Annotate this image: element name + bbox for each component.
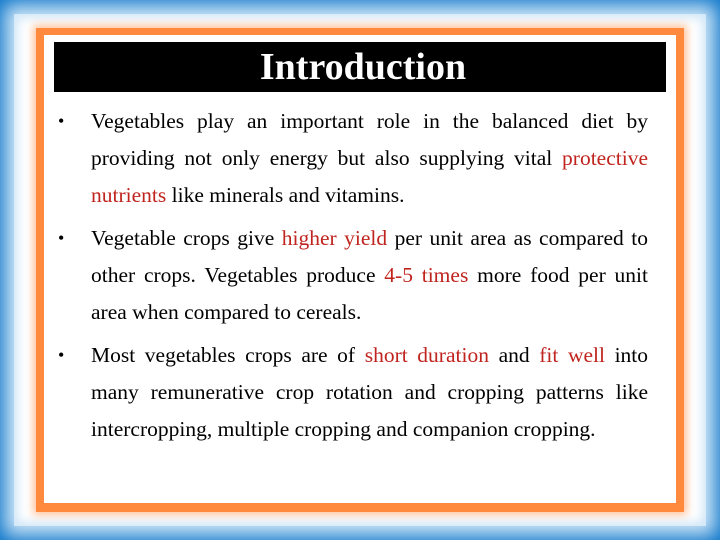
highlight-text: protective nutrients xyxy=(91,146,648,207)
bullet-item-nutrition xyxy=(56,103,648,214)
bullet-icon: • xyxy=(58,111,65,131)
highlight-text: short duration xyxy=(364,343,489,367)
highlight-text: fit well xyxy=(539,343,605,367)
bullet-text-part: Vegetables play an important role in the balanced diet by providing not only energy but also supplying vital xyxy=(91,109,648,170)
bullet-item-yield xyxy=(56,220,648,331)
bullet-text-part: more food per unit area when compared to cereals. xyxy=(91,263,648,324)
bullet-text-part: Most vegetables crops are of xyxy=(91,343,365,367)
bullet-text-part: like minerals and vitamins. xyxy=(166,183,405,207)
bullet-text-part: and xyxy=(488,343,540,367)
bullet-text-part: per unit area as compared to other crops. Vegetables produce xyxy=(91,226,648,287)
slide-content xyxy=(44,35,676,503)
slide-title: Introduction xyxy=(54,42,666,92)
bullet-icon: • xyxy=(58,228,65,248)
highlight-text: 4-5 times xyxy=(384,263,469,287)
bullet-list xyxy=(56,103,648,454)
bullet-text-part: into many remunerative crop rotation and cropping patterns like intercropping, multiple cropping and companion cropping. xyxy=(91,343,649,441)
bullet-icon: • xyxy=(58,345,65,365)
highlight-text: higher yield xyxy=(281,226,388,250)
bullet-text-part: Vegetable crops give xyxy=(91,226,282,250)
bullet-item-duration xyxy=(56,337,648,448)
